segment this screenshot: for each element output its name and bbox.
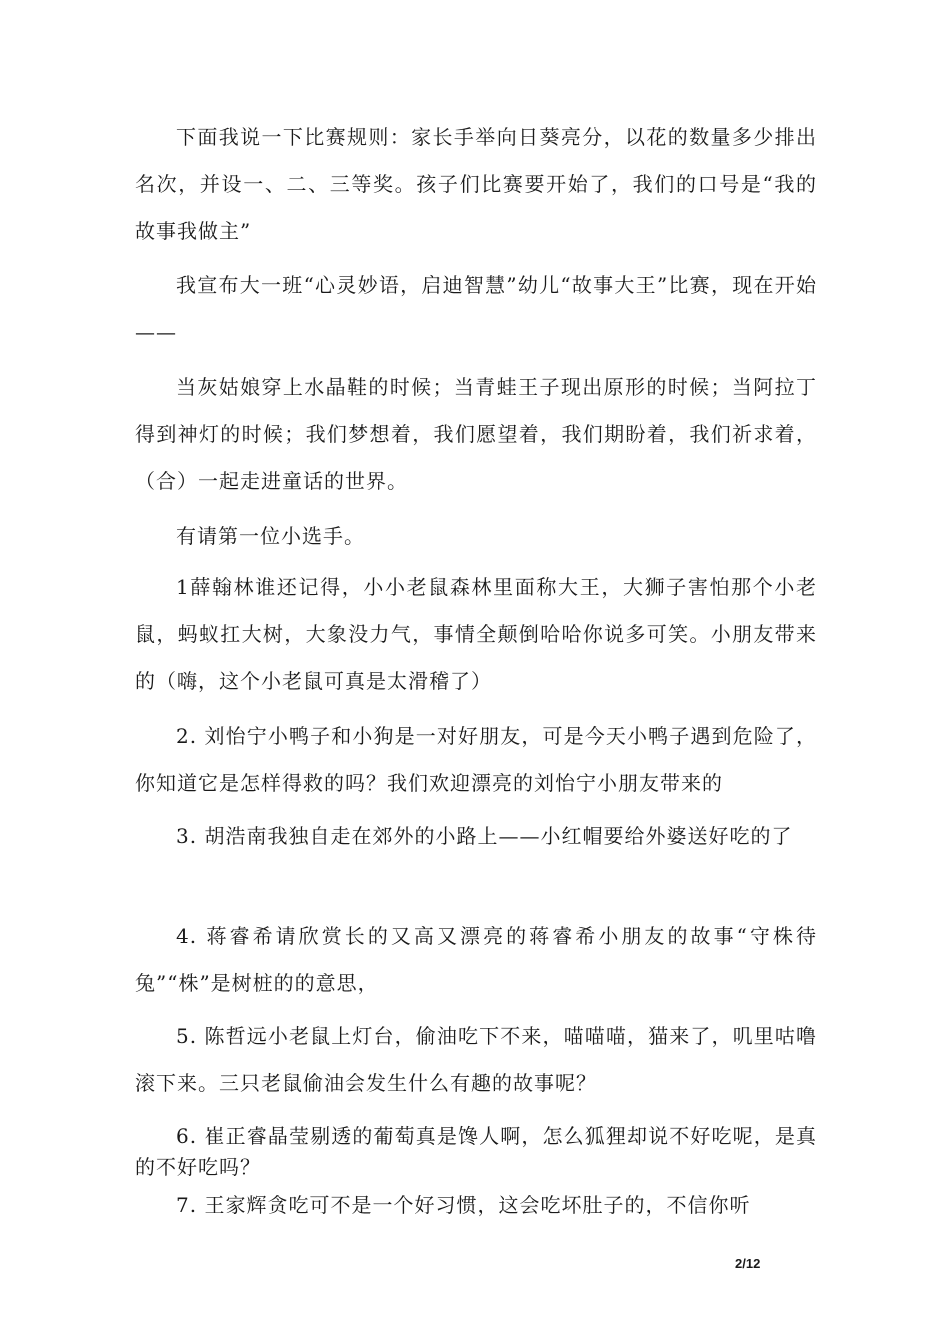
paragraph-contestant-3: 3. 胡浩南我独自走在郊外的小路上——小红帽要给外婆送好吃的了 xyxy=(176,824,793,848)
paragraph-announcement: 我宣布大一班“心灵妙语，启迪智慧”幼儿“故事大王”比赛，现在开始—— xyxy=(135,273,817,344)
paragraph-fairy-tale-intro: 当灰姑娘穿上水晶鞋的时候；当青蛙王子现出原形的时候；当阿拉丁得到神灯的时候；我们梦想着，我们愿望着，我们期盼着，我们祈求着，（合）一起走进童话的世界。 xyxy=(135,375,817,493)
paragraph-first-contestant: 有请第一位小选手。 xyxy=(176,524,365,548)
paragraph-contestant-2: 2. 刘怡宁小鸭子和小狗是一对好朋友，可是今天小鸭子遇到危险了，你知道它是怎样得救的吗？我们欢迎漂亮的刘怡宁小朋友带来的 xyxy=(135,724,817,795)
paragraph-rules: 下面我说一下比赛规则：家长手举向日葵亮分，以花的数量多少排出名次，并设一、二、三等奖。孩子们比赛要开始了，我们的口号是“我的故事我做主” xyxy=(135,125,817,243)
paragraph-contestant-4: 4. 蒋睿希请欣赏长的又高又漂亮的蒋睿希小朋友的故事“守株待兔”“株”是树桩的的意思， xyxy=(135,924,817,995)
paragraph-contestant-5: 5. 陈哲远小老鼠上灯台，偷油吃下不来，喵喵喵，猫来了，叽里咕噜滚下来。三只老鼠偷油会发生什么有趣的故事呢？ xyxy=(135,1024,817,1095)
paragraph-contestant-7: 7. 王家辉贪吃可不是一个好习惯，这会吃坏肚子的，不信你听 xyxy=(176,1193,751,1217)
paragraph-contestant-1: 1薛翰林谁还记得，小小老鼠森林里面称大王，大狮子害怕那个小老鼠，蚂蚁扛大树，大象没力气，事情全颠倒哈哈你说多可笑。小朋友带来的（嗨，这个小老鼠可真是太滑稽了） xyxy=(135,575,817,693)
page-number: 2/12 xyxy=(735,1256,761,1271)
paragraph-contestant-6: 6. 崔正睿晶莹剔透的葡萄真是馋人啊，怎么狐狸却说不好吃呢，是真的不好吃吗？ xyxy=(135,1124,817,1179)
